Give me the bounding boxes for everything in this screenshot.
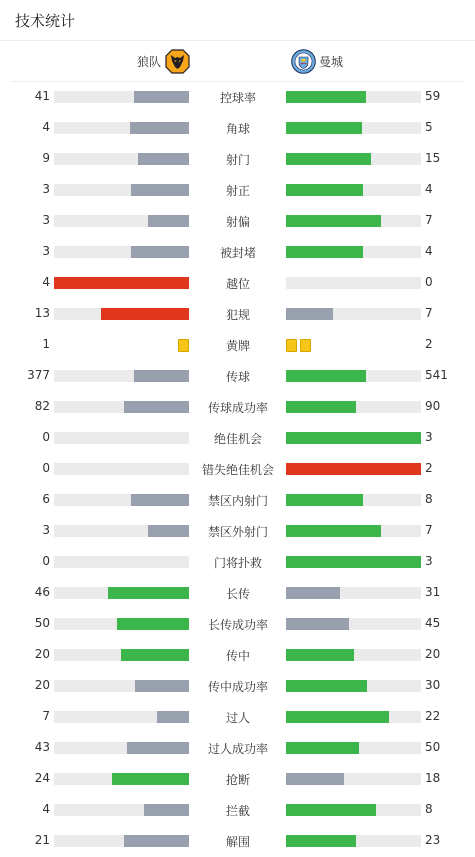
away-bar	[286, 246, 363, 258]
home-value: 82	[34, 399, 50, 413]
away-bar-track	[286, 153, 421, 165]
away-bar-track	[286, 649, 421, 661]
away-value: 20	[425, 647, 441, 661]
stat-row	[0, 547, 475, 578]
away-value: 3	[425, 430, 433, 444]
away-value: 15	[425, 151, 441, 165]
home-bar	[112, 773, 189, 785]
home-value: 9	[42, 151, 50, 165]
home-value: 4	[42, 120, 50, 134]
away-bar-track	[286, 618, 421, 630]
away-bar-track	[286, 494, 421, 506]
home-value: 0	[42, 554, 50, 568]
away-bar-track	[286, 308, 421, 320]
home-bar-track	[54, 277, 189, 289]
home-bar-track	[54, 711, 189, 723]
stat-label: 抢断	[225, 773, 250, 787]
away-value: 3	[425, 554, 433, 568]
home-value: 43	[34, 740, 50, 754]
yellow-card-icon	[178, 339, 189, 352]
stat-row	[0, 237, 475, 268]
home-bar	[134, 91, 189, 103]
away-bar-track	[286, 432, 421, 444]
stat-label: 过人成功率	[207, 742, 268, 756]
away-team-name: 曼城	[319, 55, 344, 69]
stat-label: 黄牌	[225, 339, 250, 353]
away-value: 8	[425, 802, 433, 816]
home-value: 4	[42, 802, 50, 816]
stat-label: 传中成功率	[207, 680, 268, 694]
man-city-badge-icon	[291, 49, 316, 74]
stat-label: 传球成功率	[207, 401, 268, 415]
away-bar	[286, 308, 333, 320]
home-bar	[157, 711, 189, 723]
page-title: 技术统计	[15, 12, 76, 30]
away-bar-track	[286, 556, 421, 568]
home-bar	[148, 215, 189, 227]
stat-label: 犯规	[225, 308, 250, 322]
home-bar-track	[54, 184, 189, 196]
stat-row	[0, 671, 475, 702]
home-bar-track	[54, 556, 189, 568]
away-bar	[286, 401, 356, 413]
home-value: 1	[42, 337, 50, 351]
stats-list	[0, 82, 475, 857]
away-value: 541	[425, 368, 448, 382]
home-value: 20	[34, 678, 50, 692]
away-bar-track	[286, 246, 421, 258]
stat-row	[0, 330, 475, 361]
home-bar-track	[54, 804, 189, 816]
home-value: 3	[42, 213, 50, 227]
stat-label: 射门	[225, 153, 250, 167]
home-value: 377	[27, 368, 50, 382]
away-value: 4	[425, 182, 433, 196]
away-value: 22	[425, 709, 441, 723]
away-value: 5	[425, 120, 433, 134]
stat-row	[0, 392, 475, 423]
home-bar	[117, 618, 189, 630]
away-value: 59	[425, 89, 441, 103]
away-value: 45	[425, 616, 441, 630]
away-value: 23	[425, 833, 441, 847]
header	[0, 0, 475, 41]
home-bar-track	[54, 246, 189, 258]
away-bar	[286, 742, 359, 754]
away-bar-track	[286, 91, 421, 103]
stat-label: 长传成功率	[207, 618, 268, 632]
home-bar	[135, 680, 189, 692]
home-bar	[124, 835, 189, 847]
stat-row	[0, 764, 475, 795]
stat-label: 绝佳机会	[213, 432, 262, 446]
home-bar-track	[54, 401, 189, 413]
stat-row	[0, 206, 475, 237]
stat-row	[0, 826, 475, 857]
away-bar-track	[286, 277, 421, 289]
home-value: 20	[34, 647, 50, 661]
away-value: 2	[425, 461, 433, 475]
stat-label: 角球	[225, 122, 250, 136]
stat-label: 拦截	[225, 804, 250, 818]
stat-row	[0, 795, 475, 826]
away-bar-track	[286, 463, 421, 475]
home-bar	[148, 525, 189, 537]
home-bar-track	[54, 618, 189, 630]
home-bar-track	[54, 742, 189, 754]
home-value: 41	[34, 89, 50, 103]
stat-row	[0, 82, 475, 113]
home-bar	[121, 649, 189, 661]
away-bar	[286, 463, 421, 475]
yellow-card-icon	[286, 339, 297, 352]
away-value: 8	[425, 492, 433, 506]
away-bar-track	[286, 122, 421, 134]
stat-label: 射偏	[225, 215, 250, 229]
away-bar-track	[286, 587, 421, 599]
away-bar	[286, 618, 349, 630]
home-value: 7	[42, 709, 50, 723]
away-value: 18	[425, 771, 441, 785]
away-bar	[286, 370, 366, 382]
away-value: 31	[425, 585, 441, 599]
home-bar-track	[54, 587, 189, 599]
home-bar-track	[54, 773, 189, 785]
home-value: 3	[42, 244, 50, 258]
stat-row	[0, 361, 475, 392]
home-bar	[134, 370, 189, 382]
away-value: 7	[425, 306, 433, 320]
away-bar-track	[286, 773, 421, 785]
away-cards	[286, 339, 314, 351]
home-bar	[101, 308, 189, 320]
away-value: 7	[425, 523, 433, 537]
wolves-badge-icon	[165, 49, 190, 74]
away-bar	[286, 773, 344, 785]
home-value: 3	[42, 182, 50, 196]
home-bar-track	[54, 649, 189, 661]
away-bar	[286, 587, 340, 599]
stat-label: 禁区外射门	[207, 525, 268, 539]
home-cards	[178, 339, 189, 351]
away-bar-track	[286, 804, 421, 816]
home-bar-track	[54, 680, 189, 692]
stat-row	[0, 733, 475, 764]
stat-label: 禁区内射门	[207, 494, 268, 508]
stat-row	[0, 423, 475, 454]
stat-label: 射正	[225, 184, 250, 198]
away-bar-track	[286, 742, 421, 754]
home-bar	[131, 494, 189, 506]
home-value: 4	[42, 275, 50, 289]
away-value: 30	[425, 678, 441, 692]
home-bar	[130, 122, 189, 134]
away-bar-track	[286, 711, 421, 723]
home-bar	[108, 587, 189, 599]
stat-label: 错失绝佳机会	[201, 463, 274, 477]
home-bar	[124, 401, 189, 413]
away-bar	[286, 215, 381, 227]
away-value: 4	[425, 244, 433, 258]
away-value: 2	[425, 337, 433, 351]
home-bar	[144, 804, 189, 816]
home-value: 50	[34, 616, 50, 630]
stat-row	[0, 144, 475, 175]
stat-row	[0, 175, 475, 206]
stat-row	[0, 578, 475, 609]
home-value: 3	[42, 523, 50, 537]
away-bar	[286, 494, 363, 506]
home-value: 0	[42, 461, 50, 475]
home-bar-track	[54, 153, 189, 165]
away-bar	[286, 556, 421, 568]
home-team-name: 狼队	[136, 55, 161, 69]
stat-label: 传球	[225, 370, 250, 384]
away-bar	[286, 184, 363, 196]
away-bar	[286, 525, 381, 537]
stat-label: 解围	[225, 835, 250, 849]
home-bar-track	[54, 835, 189, 847]
home-bar-track	[54, 308, 189, 320]
home-bar	[131, 246, 189, 258]
away-bar	[286, 153, 371, 165]
away-bar-track	[286, 525, 421, 537]
home-bar-track	[54, 525, 189, 537]
stat-row	[0, 485, 475, 516]
stat-label: 长传	[225, 587, 250, 601]
home-bar-track	[54, 215, 189, 227]
away-bar	[286, 804, 376, 816]
away-bar	[286, 122, 362, 134]
home-bar-track	[54, 494, 189, 506]
away-bar	[286, 711, 389, 723]
home-bar-track	[54, 432, 189, 444]
away-bar	[286, 680, 367, 692]
away-bar-track	[286, 370, 421, 382]
away-bar-track	[286, 680, 421, 692]
home-bar	[54, 277, 189, 289]
stat-row	[0, 516, 475, 547]
teams-header	[0, 41, 475, 81]
away-value: 7	[425, 213, 433, 227]
home-bar	[131, 184, 189, 196]
stat-row	[0, 640, 475, 671]
stat-label: 被封堵	[219, 246, 256, 260]
away-bar	[286, 835, 356, 847]
away-bar	[286, 432, 421, 444]
stat-row	[0, 454, 475, 485]
away-bar	[286, 649, 354, 661]
away-bar	[286, 91, 366, 103]
away-bar-track	[286, 835, 421, 847]
stat-label: 传中	[225, 649, 250, 663]
home-bar-track	[54, 91, 189, 103]
home-bar-track	[54, 122, 189, 134]
stat-row	[0, 268, 475, 299]
home-bar-track	[54, 463, 189, 475]
stat-label: 越位	[225, 277, 250, 291]
home-value: 46	[34, 585, 50, 599]
home-bar	[127, 742, 189, 754]
home-bar-track	[54, 370, 189, 382]
stat-label: 门将扑救	[213, 556, 262, 570]
home-value: 21	[34, 833, 50, 847]
stat-row	[0, 702, 475, 733]
home-value: 6	[42, 492, 50, 506]
away-value: 50	[425, 740, 441, 754]
yellow-card-icon	[300, 339, 311, 352]
away-bar-track	[286, 184, 421, 196]
away-value: 0	[425, 275, 433, 289]
away-bar-track	[286, 401, 421, 413]
home-value: 24	[34, 771, 50, 785]
stat-label: 过人	[225, 711, 250, 725]
stat-row	[0, 299, 475, 330]
away-value: 90	[425, 399, 441, 413]
stat-row	[0, 609, 475, 640]
stat-label: 控球率	[219, 91, 256, 105]
away-bar-track	[286, 215, 421, 227]
stat-row	[0, 113, 475, 144]
home-value: 0	[42, 430, 50, 444]
home-value: 13	[34, 306, 50, 320]
home-bar	[138, 153, 189, 165]
